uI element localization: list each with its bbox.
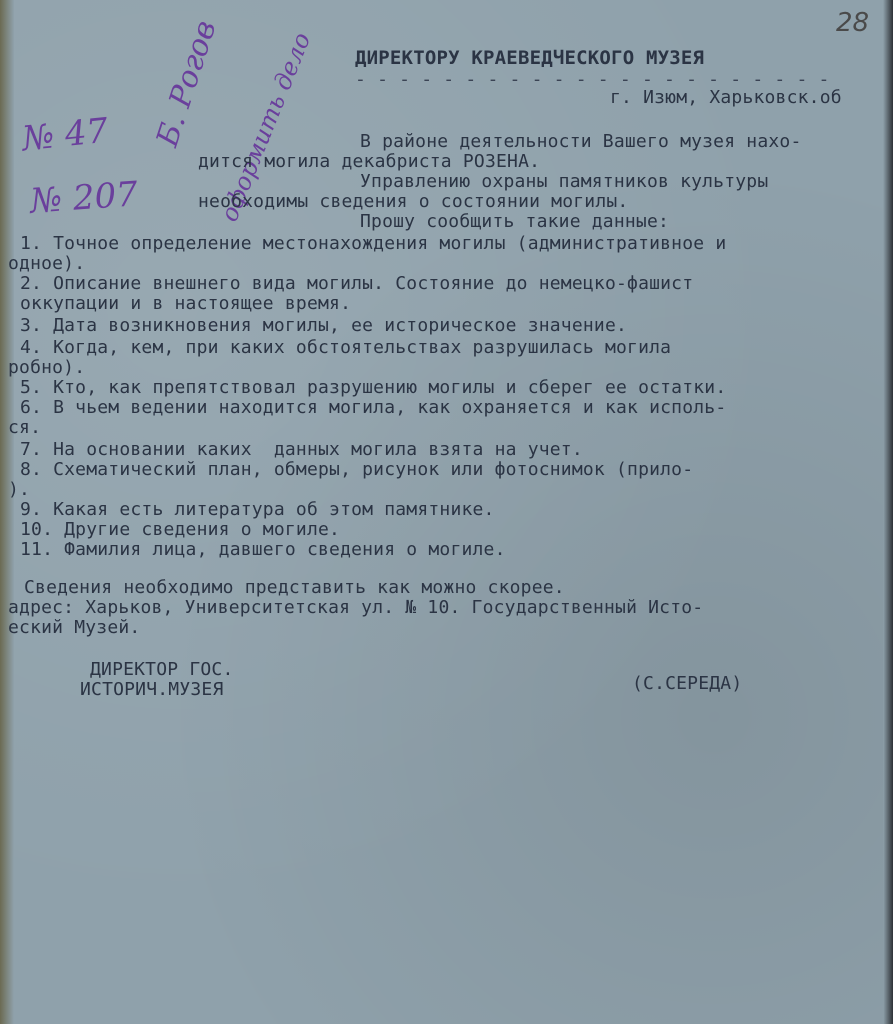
list-item: 1. Точное определение местонахождения могилы (административное и <box>20 233 727 254</box>
paper-left-edge <box>0 0 14 1024</box>
addressee-title: ДИРЕКТОРУ КРАЕВЕДЧЕСКОГО МУЗЕЯ <box>355 47 705 69</box>
list-item-continuation: ). <box>8 479 31 500</box>
handwritten-resolution: Б. Рогов <box>150 16 224 151</box>
list-item-continuation: одное). <box>8 253 86 274</box>
header-underline: - - - - - - - - - - - - - - - - - - - - - - <box>355 69 830 90</box>
list-item: 10. Другие сведения о могиле. <box>20 519 341 540</box>
intro-line-2: дится могила декабриста РОЗЕНА. <box>198 151 541 172</box>
list-item: 5. Кто, как препятствовал разрушению могилы и сберег ее остатки. <box>20 377 727 398</box>
return-address-line-1: адрес: Харьков, Университетская ул. № 10. Государственный Исто- <box>8 597 704 618</box>
handwritten-registration-number: № 207 <box>28 174 140 222</box>
list-item: 6. В чьем ведении находится могила, как охраняется и как исполь- <box>20 397 727 418</box>
page-number: 28 <box>836 8 870 38</box>
handwritten-registration-mark: № 47 <box>20 110 111 160</box>
list-item-continuation: робно). <box>8 357 86 378</box>
return-address-line-2: еский Музей. <box>8 617 141 638</box>
list-item: 4. Когда, кем, при каких обстоятельствах разрушилась могила <box>20 337 672 358</box>
list-item: 11. Фамилия лица, давшего сведения о могиле. <box>20 539 506 560</box>
intro-line-4: необходимы сведения о состоянии могилы. <box>198 191 629 212</box>
handwritten-resolution-note: оформить дело <box>215 28 317 226</box>
signatory-title-line-2: ИСТОРИЧ.МУЗЕЯ <box>80 679 224 700</box>
list-item: 3. Дата возникновения могилы, ее историческое значение. <box>20 315 628 336</box>
intro-line-3: Управлению охраны памятников культуры <box>360 171 769 192</box>
list-item: 8. Схематический план, обмеры, рисунок или фотоснимок (прило- <box>20 459 694 480</box>
closing-request: Сведения необходимо представить как можно скорее. <box>24 577 565 598</box>
paper-right-edge <box>883 0 893 1024</box>
list-item-continuation: ся. <box>8 417 42 438</box>
list-item: 7. На основании каких данных могила взята на учет. <box>20 439 583 460</box>
list-item: 2. Описание внешнего вида могилы. Состояние до немецко-фашист <box>20 273 694 294</box>
list-item-continuation: оккупации и в настоящее время. <box>20 293 352 314</box>
signatory-name: (С.СЕРЕДА) <box>632 673 743 694</box>
list-item: 9. Какая есть литература об этом памятнике. <box>20 499 495 520</box>
signatory-title-line-1: ДИРЕКТОР ГОС. <box>90 659 234 680</box>
intro-line-5: Прошу сообщить такие данные: <box>360 211 670 232</box>
intro-line-1: В районе деятельности Вашего музея нахо- <box>360 131 802 152</box>
addressee-location: г. Изюм, Харьковск.об <box>610 87 842 108</box>
